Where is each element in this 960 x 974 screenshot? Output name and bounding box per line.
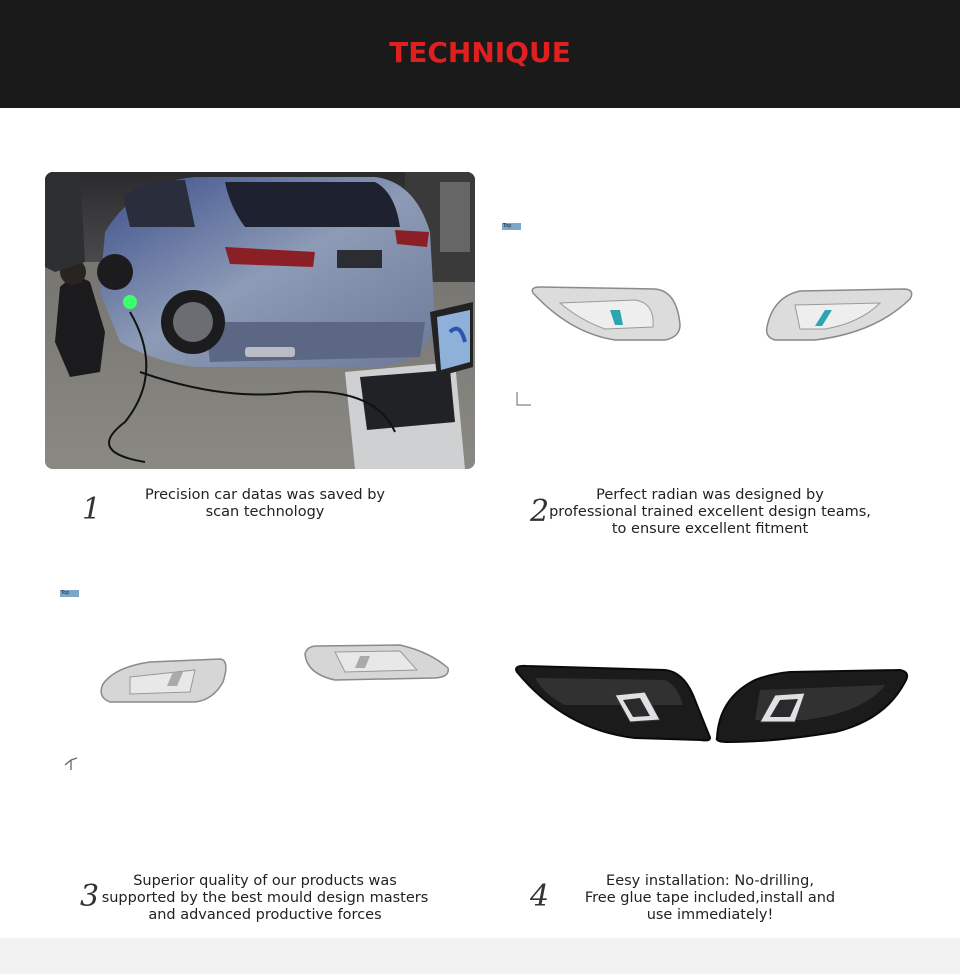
caption-line: professional trained excellent design teams, [549, 504, 871, 520]
view-label: Top [60, 590, 79, 597]
caption-line: Precision car datas was saved by [144, 487, 385, 503]
step-number-2: 2 [530, 494, 550, 529]
scan-photo [45, 172, 475, 469]
car-scan-illustration [45, 172, 475, 469]
header-banner [0, 0, 960, 108]
caption-line: to ensure excellent fitment [611, 521, 809, 537]
page-title: TECHNIQUE [389, 36, 571, 69]
step-caption-4 [570, 873, 850, 924]
step-number-1: 1 [82, 492, 102, 527]
step-number-3: 3 [80, 879, 100, 914]
caption-line: scan technology [205, 504, 325, 520]
view-label: Top [502, 223, 521, 230]
step-caption-1 [110, 487, 420, 521]
caption-line: Free glue tape included,install and [584, 890, 836, 906]
carbon-fiber-parts-photo [505, 650, 915, 760]
footer-strip [0, 938, 960, 974]
step-caption-3 [95, 873, 435, 924]
caption-line: and advanced productive forces [148, 907, 382, 923]
caption-line: Eesy installation: No-drilling, [606, 873, 814, 889]
cad-render-top-view [495, 215, 925, 415]
caption-line: use immediately! [646, 907, 774, 923]
cad-render-perspective-view [55, 582, 485, 782]
step-number-4: 4 [530, 879, 550, 914]
step-caption-2 [545, 487, 875, 538]
caption-line: Perfect radian was designed by [596, 487, 824, 503]
caption-line: Superior quality of our products was [133, 873, 397, 889]
caption-line: supported by the best mould design masters [101, 890, 429, 906]
